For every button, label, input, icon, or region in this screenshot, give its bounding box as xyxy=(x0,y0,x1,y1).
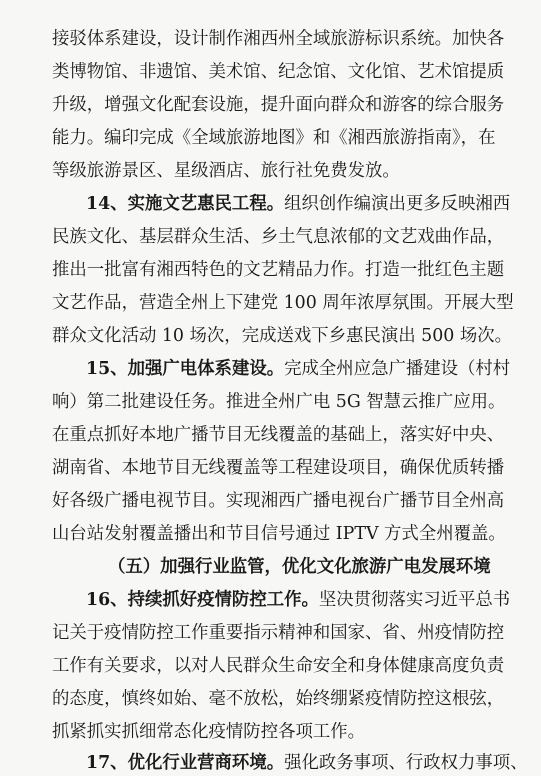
paragraph-15-heading: 15、加强广电体系建设。 xyxy=(86,359,285,379)
paragraph-17-text: 强化政务事项、行政权力事项、 xyxy=(284,753,528,773)
paragraph-15-first-line xyxy=(86,358,511,380)
paragraph-17-heading: 17、优化行业营商环境。 xyxy=(86,753,285,773)
paragraph-14-heading: 14、实施文艺惠民工程。 xyxy=(86,194,285,214)
paragraph-16-heading: 16、持续抓好疫情防控工作。 xyxy=(86,590,319,610)
paragraph-14-text: 组织创作编演出更多反映湘西 xyxy=(284,194,511,214)
text-line: 接驳体系建设，设计制作湘西州全域旅游标识系统。加快各 xyxy=(52,29,505,49)
paragraph-14-first-line xyxy=(86,193,511,215)
text-line: 推出一批富有湘西特色的文艺精品力作。打造一批红色主题 xyxy=(52,260,505,280)
paragraph-16-first-line xyxy=(86,589,511,611)
paragraph-17-first-line xyxy=(86,752,528,774)
text-line: 响）第二批建设任务。推进全州广电 5G 智慧云推广应用。 xyxy=(52,392,506,412)
text-line: 升级，增强文化配套设施，提升面向群众和游客的综合服务 xyxy=(52,95,505,115)
text-line: 记关于疫情防控工作重要指示精神和国家、省、州疫情防控 xyxy=(52,623,505,643)
text-line: 好各级广播电视节目。实现湘西广播电视台广播节目全州高 xyxy=(52,491,505,511)
text-line: 群众文化活动 10 场次，完成送戏下乡惠民演出 500 场次。 xyxy=(52,326,513,346)
text-line: 在重点抓好本地广播节目无线覆盖的基础上，落实好中央、 xyxy=(52,425,505,445)
text-line: 文艺作品，营造全州上下建党 100 周年浓厚氛围。开展大型 xyxy=(52,293,514,313)
text-line: 等级旅游景区、星级酒店、旅行社免费发放。 xyxy=(52,161,400,181)
section-heading: （五）加强行业监管，优化文化旅游广电发展环境 xyxy=(108,557,491,577)
text-line: 工作有关要求，以对人民群众生命安全和身体健康高度负责 xyxy=(52,656,505,676)
text-line: 的态度，慎终如始、毫不放松，始终绷紧疫情防控这根弦， xyxy=(52,689,505,709)
text-line: 山台站发射覆盖播出和节目信号通过 IPTV 方式全州覆盖。 xyxy=(52,524,506,544)
text-line: 民族文化、基层群众生活、乡土气息浓郁的文艺戏曲作品， xyxy=(52,227,505,247)
text-line: 湖南省、本地节目无线覆盖等工程建设项目，确保优质转播 xyxy=(52,458,505,478)
text-line: 类博物馆、非遗馆、美术馆、纪念馆、文化馆、艺术馆提质 xyxy=(52,62,505,82)
paragraph-16-text: 坚决贯彻落实习近平总书 xyxy=(318,590,511,610)
text-line: 抓紧抓实抓细常态化疫情防控各项工作。 xyxy=(52,722,366,742)
text-line: 能力。编印完成《全域旅游地图》和《湘西旅游指南》，在 xyxy=(52,128,496,148)
paragraph-15-text: 完成全州应急广播建设（村村 xyxy=(284,359,511,379)
